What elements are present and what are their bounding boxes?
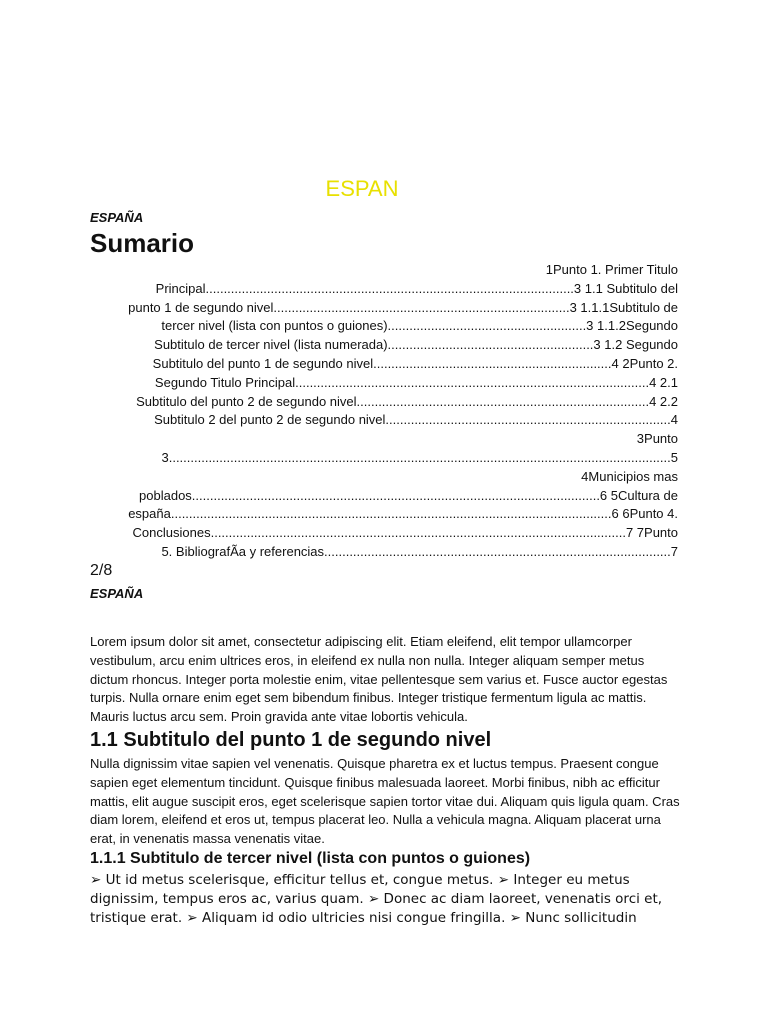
section-1-1-paragraph: Nulla dignissim vitae sapien vel venenatis. Quisque pharetra ex et luctus tempus. Praesent congue sapien eget elementum tincidunt. Quisque finibus malesuada laoreet. Morbi finibus, nibh ac efficitur mattis, elit augue suscipit eros, eget scelerisque sapien tortor vitae dui. Aliquam quis ligula quam. Cras diam lorem, eleifend et eros ut, tempus placerat leo. Nulla a vehicula magna. Aliquam placerat urna erat, in venenatis massa venenatis vitae. <box>90 756 680 847</box>
section-1-1-1-heading: 1.1.1 Subtitulo de tercer nivel (lista con puntos o guiones) <box>90 850 531 867</box>
toc-line[interactable]: 1Punto 1. Primer Titulo <box>545 262 678 277</box>
toc-line[interactable]: españa..........................................................................................................................6 6Punto 4. <box>128 506 678 522</box>
document-title: ESPAN <box>325 176 399 201</box>
bullet-list: ➢ Ut id metus scelerisque, efficitur tellus et, congue metus. ➢ Integer eu metus dignissim, tempus eros ac, varius quam. ➢ Donec ac diam laoreet, venenatis orci et, tristique erat. ➢ Aliquam id odio ultricies nisi congue fringilla. ➢ Nunc sollicitudin <box>90 872 663 926</box>
toc-line[interactable]: 5. BibliografÃa y referencias................................................................................................7 <box>161 543 678 559</box>
sumario-heading: Sumario <box>90 228 195 258</box>
toc-line[interactable]: Subtitulo del punto 2 de segundo nivel.................................................................................4 2.2 <box>136 393 678 409</box>
toc-line[interactable]: 4Municipios mas <box>581 468 678 484</box>
table-of-contents <box>90 261 678 562</box>
toc-line[interactable]: 3...........................................................................................................................................5 <box>161 449 678 465</box>
header-label: ESPAÑA <box>90 210 144 225</box>
toc-line[interactable]: Subtitulo del punto 1 de segundo nivel..................................................................4 2Punto 2. <box>152 355 678 371</box>
toc-line[interactable]: poblados.................................................................................................................6 5Cultura de <box>139 487 678 503</box>
page-number: 2/8 <box>90 562 113 579</box>
toc-line[interactable]: Principal......................................................................................................3 1.1 Subtitulo del <box>155 280 678 296</box>
toc-line[interactable]: tercer nivel (lista con puntos o guiones).......................................................3 1.1.2Segundo <box>161 318 678 334</box>
toc-line[interactable]: Subtitulo 2 del punto 2 de segundo nivel...............................................................................4 <box>154 412 678 428</box>
toc-line[interactable]: Conclusiones...................................................................................................................7 7Punto <box>132 525 678 541</box>
toc-line[interactable]: 3Punto <box>636 431 678 447</box>
toc-line[interactable]: Subtitulo de tercer nivel (lista numerada).........................................................3 1.2 Segundo <box>154 337 678 353</box>
toc-line[interactable]: punto 1 de segundo nivel..................................................................................3 1.1.1Subtitulo de <box>128 299 678 315</box>
section-1-1-heading: 1.1 Subtitulo del punto 1 de segundo nivel <box>90 729 492 751</box>
header-label: ESPAÑA <box>90 586 144 601</box>
intro-paragraph: Lorem ipsum dolor sit amet, consectetur adipiscing elit. Etiam eleifend, elit tempor ullamcorper vestibulum, arcu enim ultrices eros, in eleifend ex nulla non nulla. Integer aliquam semper metus dictum rhoncus. Integer porta molestie enim, vitae pellentesque sem varius et. Fusce auctor egestas turpis. Nulla ornare enim eget sem bibendum finibus. Integer tristique fermentum ligula ac mattis. Mauris luctus arcu sem. Proin gravida ante vitae lobortis vehicula. <box>90 634 668 725</box>
toc-line[interactable]: Segundo Titulo Principal..................................................................................................4 2.1 <box>154 374 678 390</box>
